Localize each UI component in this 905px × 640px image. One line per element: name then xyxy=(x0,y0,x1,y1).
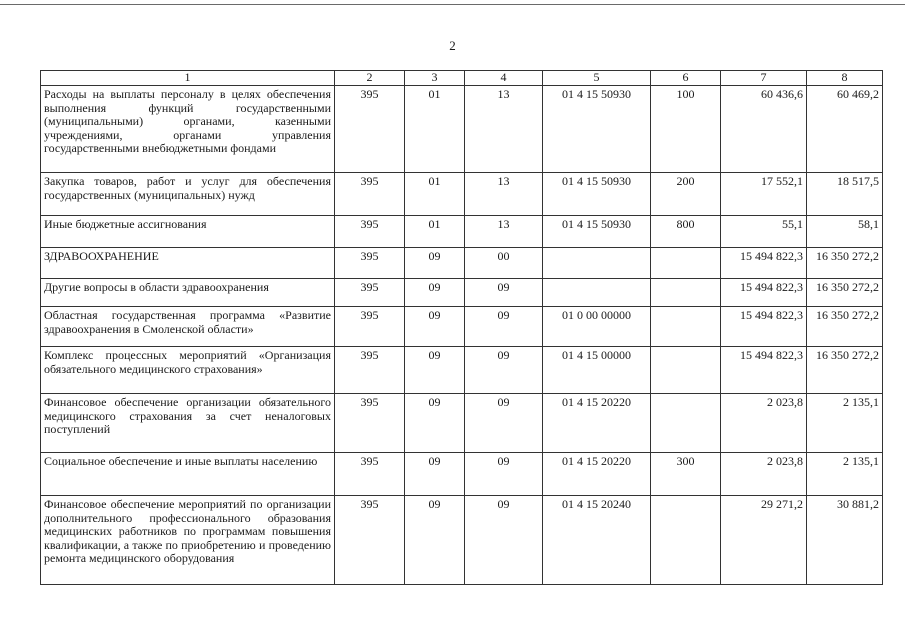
cell-section: 09 xyxy=(405,347,465,394)
header-cell: 1 xyxy=(41,71,335,86)
cell-amount-col8: 16 350 272,2 xyxy=(807,248,883,279)
cell-target-item: 01 4 15 50930 xyxy=(543,173,651,216)
cell-expense-type: 200 xyxy=(651,173,721,216)
cell-subsection: 13 xyxy=(465,173,543,216)
cell-target-item: 01 4 15 20220 xyxy=(543,453,651,496)
table-row xyxy=(41,453,883,496)
cell-target-item: 01 4 15 00000 xyxy=(543,347,651,394)
cell-ministry-code: 395 xyxy=(335,173,405,216)
cell-amount-col7: 15 494 822,3 xyxy=(721,248,807,279)
cell-expense-type xyxy=(651,496,721,585)
row-name: Финансовое обеспечение мероприятий по организации дополнительного профессионального образования медицинских работников по программам повышения квалификации, а также по приобретению и проведению ремонта медицинского оборудования xyxy=(41,496,335,585)
cell-subsection: 09 xyxy=(465,307,543,347)
cell-target-item: 01 0 00 00000 xyxy=(543,307,651,347)
cell-section: 01 xyxy=(405,86,465,173)
cell-amount-col8: 16 350 272,2 xyxy=(807,307,883,347)
cell-amount-col7: 29 271,2 xyxy=(721,496,807,585)
header-cell: 7 xyxy=(721,71,807,86)
cell-section: 09 xyxy=(405,248,465,279)
budget-table xyxy=(40,70,883,585)
header-cell: 6 xyxy=(651,71,721,86)
cell-amount-col8: 18 517,5 xyxy=(807,173,883,216)
table-row xyxy=(41,173,883,216)
row-name: Областная государственная программа «Развитие здравоохранения в Смоленской области» xyxy=(41,307,335,347)
cell-amount-col8: 30 881,2 xyxy=(807,496,883,585)
cell-expense-type: 800 xyxy=(651,216,721,248)
cell-subsection: 13 xyxy=(465,216,543,248)
page-number: 2 xyxy=(449,38,456,53)
cell-ministry-code: 395 xyxy=(335,307,405,347)
row-name: Социальное обеспечение и иные выплаты населению xyxy=(41,453,335,496)
row-name: Расходы на выплаты персоналу в целях обеспечения выполнения функций государственными (муниципальными) органами, казенными учреждениями, органами управления государственными внебюджетными фондами xyxy=(41,86,335,173)
cell-target-item: 01 4 15 50930 xyxy=(543,86,651,173)
cell-subsection: 09 xyxy=(465,453,543,496)
table-row xyxy=(41,86,883,173)
cell-expense-type: 300 xyxy=(651,453,721,496)
cell-amount-col7: 55,1 xyxy=(721,216,807,248)
cell-amount-col7: 15 494 822,3 xyxy=(721,347,807,394)
cell-ministry-code: 395 xyxy=(335,394,405,453)
cell-section: 09 xyxy=(405,394,465,453)
table-row xyxy=(41,216,883,248)
cell-amount-col7: 15 494 822,3 xyxy=(721,279,807,307)
row-name: Комплекс процессных мероприятий «Организация обязательного медицинского страхования» xyxy=(41,347,335,394)
cell-ministry-code: 395 xyxy=(335,347,405,394)
header-cell: 2 xyxy=(335,71,405,86)
cell-ministry-code: 395 xyxy=(335,216,405,248)
cell-target-item: 01 4 15 50930 xyxy=(543,216,651,248)
top-rule xyxy=(0,4,905,5)
cell-ministry-code: 395 xyxy=(335,248,405,279)
cell-section: 09 xyxy=(405,496,465,585)
row-name: Закупка товаров, работ и услуг для обеспечения государственных (муниципальных) нужд xyxy=(41,173,335,216)
cell-ministry-code: 395 xyxy=(335,453,405,496)
cell-section: 01 xyxy=(405,216,465,248)
header-cell: 4 xyxy=(465,71,543,86)
header-cell: 5 xyxy=(543,71,651,86)
cell-amount-col8: 60 469,2 xyxy=(807,86,883,173)
cell-subsection: 00 xyxy=(465,248,543,279)
table-row xyxy=(41,248,883,279)
table-row xyxy=(41,347,883,394)
cell-subsection: 09 xyxy=(465,496,543,585)
cell-amount-col7: 60 436,6 xyxy=(721,86,807,173)
cell-amount-col7: 2 023,8 xyxy=(721,394,807,453)
cell-amount-col8: 58,1 xyxy=(807,216,883,248)
cell-subsection: 09 xyxy=(465,279,543,307)
table-row xyxy=(41,307,883,347)
row-name: Другие вопросы в области здравоохранения xyxy=(41,279,335,307)
cell-target-item xyxy=(543,279,651,307)
cell-subsection: 09 xyxy=(465,347,543,394)
table-row xyxy=(41,496,883,585)
cell-target-item: 01 4 15 20220 xyxy=(543,394,651,453)
row-name: Финансовое обеспечение организации обязательного медицинского страхования за счет неналоговых поступлений xyxy=(41,394,335,453)
header-row xyxy=(41,71,883,86)
cell-expense-type xyxy=(651,347,721,394)
cell-ministry-code: 395 xyxy=(335,496,405,585)
cell-amount-col8: 16 350 272,2 xyxy=(807,347,883,394)
cell-expense-type xyxy=(651,394,721,453)
cell-amount-col8: 16 350 272,2 xyxy=(807,279,883,307)
cell-section: 09 xyxy=(405,453,465,496)
header-cell: 8 xyxy=(807,71,883,86)
cell-amount-col7: 17 552,1 xyxy=(721,173,807,216)
table-row xyxy=(41,279,883,307)
cell-expense-type: 100 xyxy=(651,86,721,173)
cell-subsection: 09 xyxy=(465,394,543,453)
cell-expense-type xyxy=(651,279,721,307)
header-cell: 3 xyxy=(405,71,465,86)
cell-expense-type xyxy=(651,248,721,279)
cell-section: 01 xyxy=(405,173,465,216)
cell-target-item: 01 4 15 20240 xyxy=(543,496,651,585)
cell-section: 09 xyxy=(405,307,465,347)
cell-amount-col8: 2 135,1 xyxy=(807,453,883,496)
cell-ministry-code: 395 xyxy=(335,86,405,173)
cell-amount-col7: 15 494 822,3 xyxy=(721,307,807,347)
cell-target-item xyxy=(543,248,651,279)
cell-subsection: 13 xyxy=(465,86,543,173)
cell-amount-col7: 2 023,8 xyxy=(721,453,807,496)
row-name: Иные бюджетные ассигнования xyxy=(41,216,335,248)
cell-section: 09 xyxy=(405,279,465,307)
row-name: ЗДРАВООХРАНЕНИЕ xyxy=(41,248,335,279)
table-row xyxy=(41,394,883,453)
cell-ministry-code: 395 xyxy=(335,279,405,307)
cell-expense-type xyxy=(651,307,721,347)
cell-amount-col8: 2 135,1 xyxy=(807,394,883,453)
